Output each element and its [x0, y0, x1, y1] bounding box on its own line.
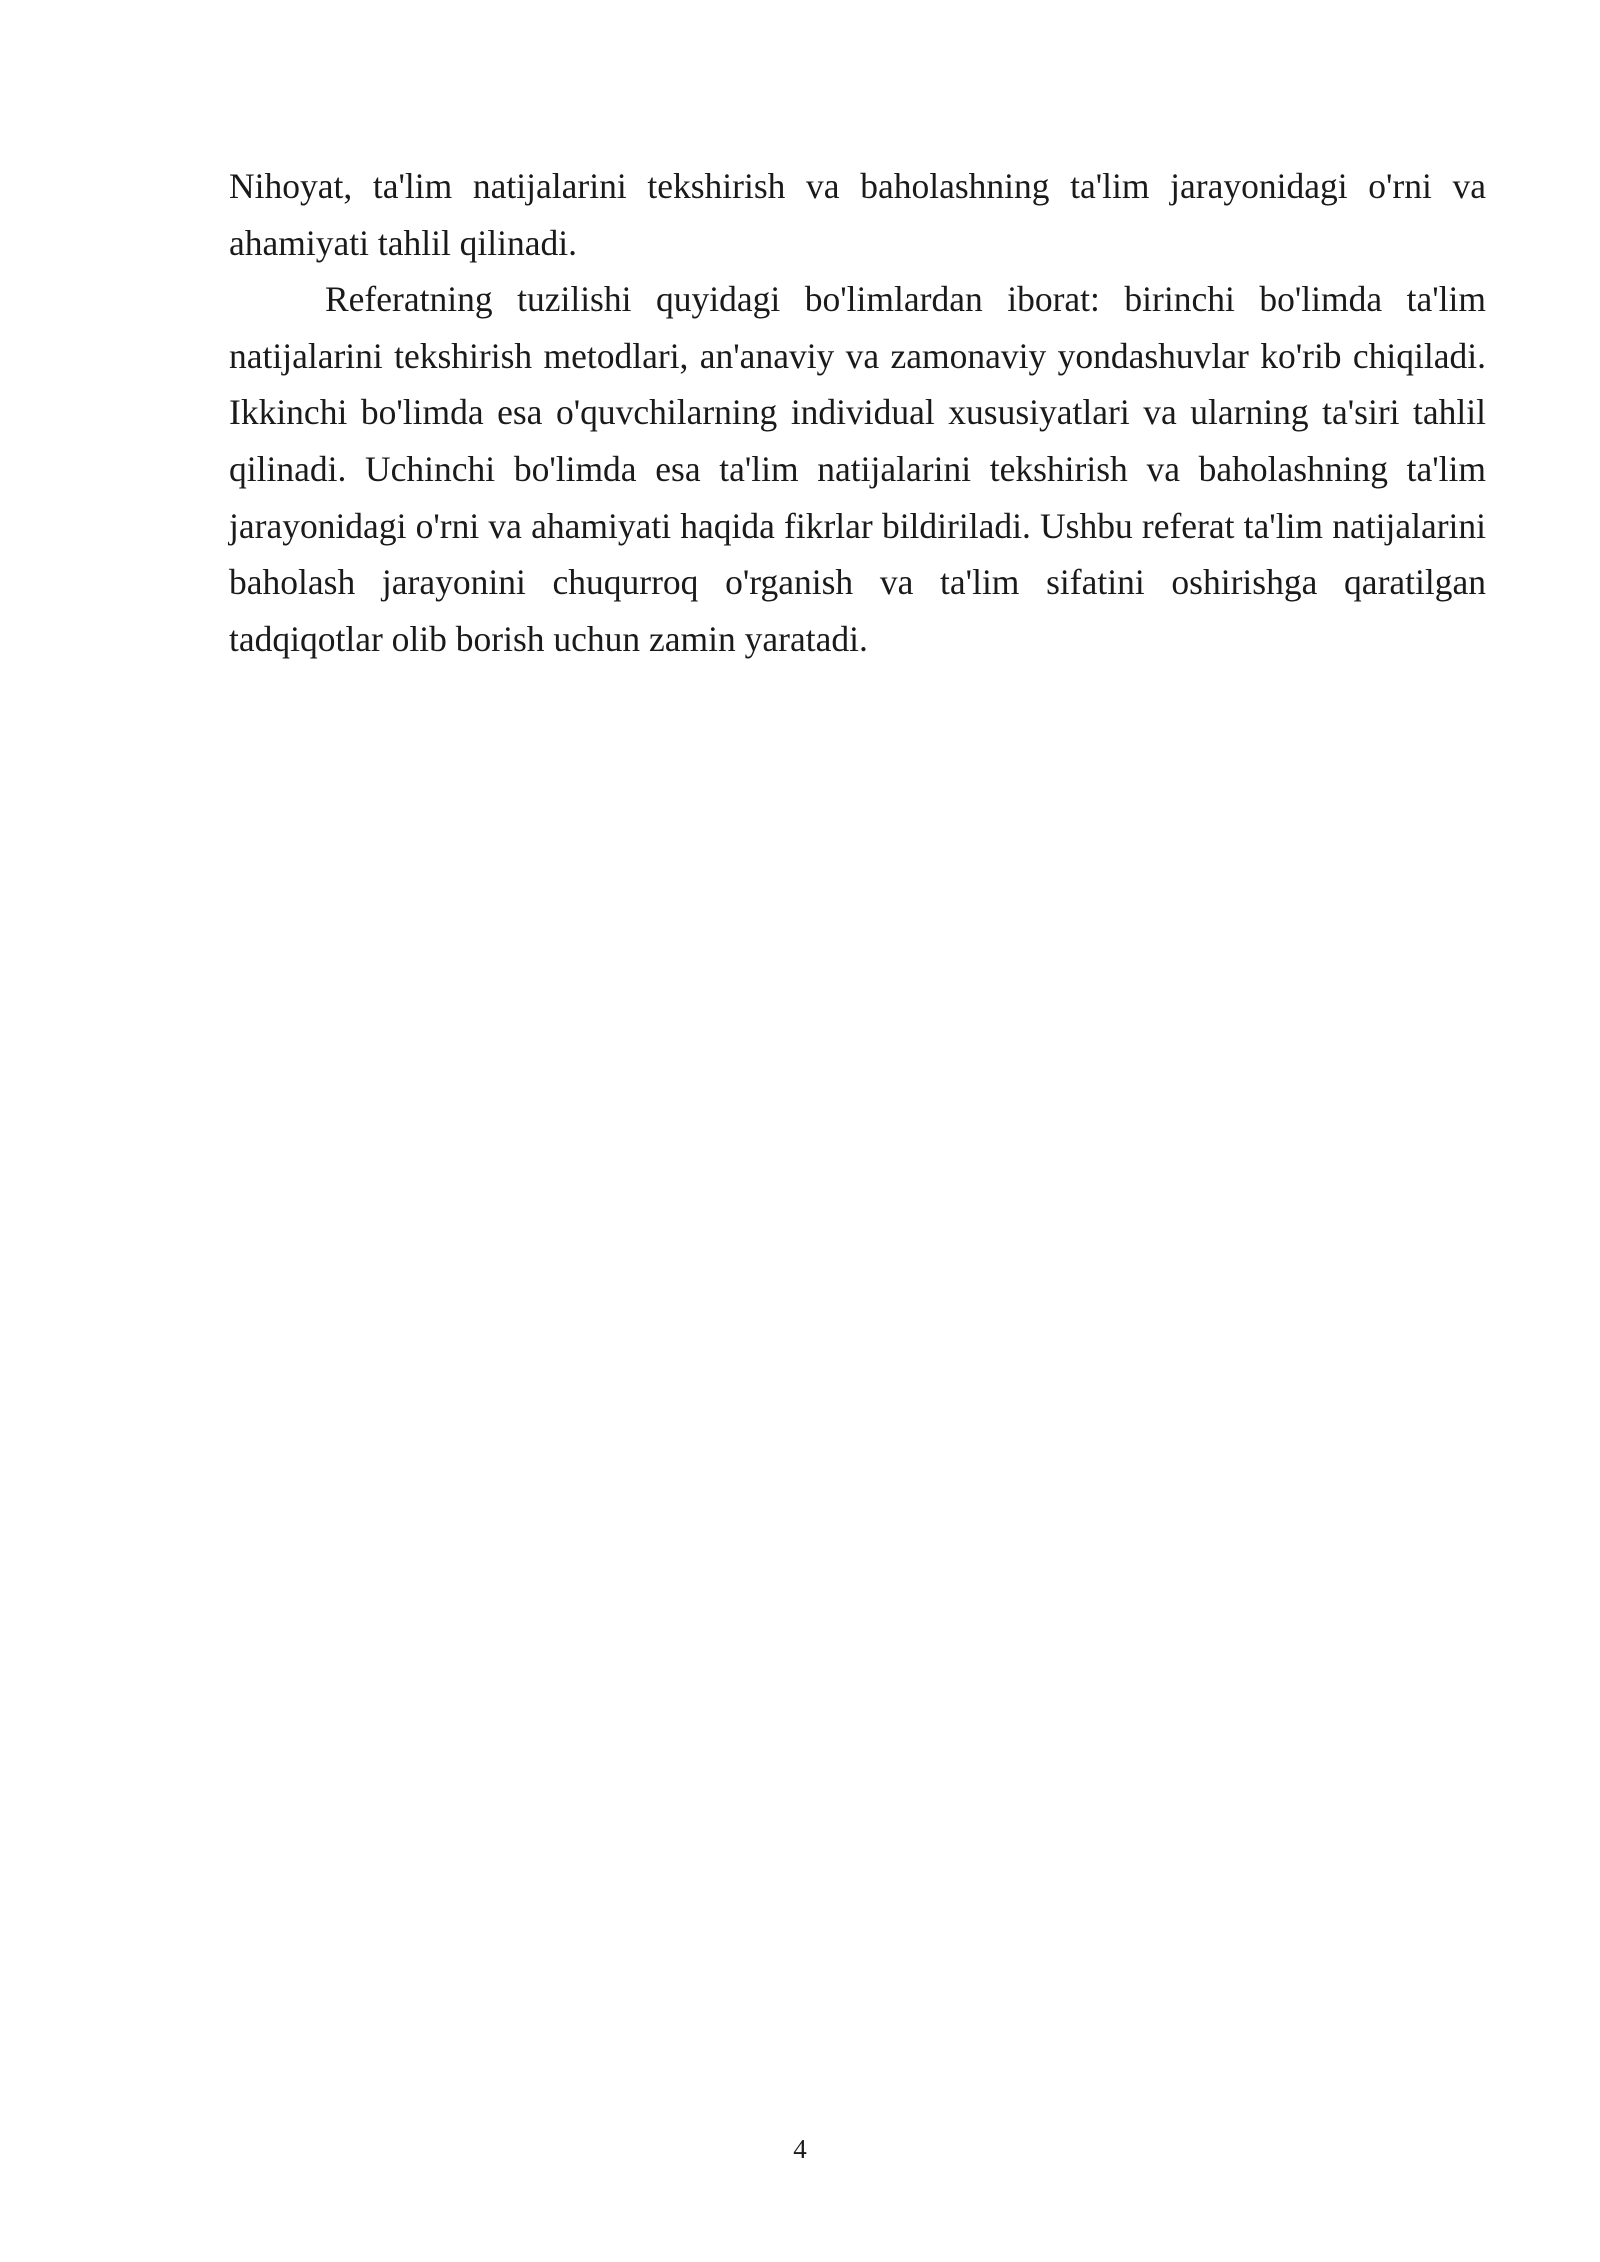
body-text	[229, 158, 1486, 667]
paragraph-structure: Referatning tuzilishi quyidagi bo'limlardan iborat: birinchi bo'limda ta'lim natijalarini tekshirish metodlari, an'anaviy va zamonaviy yondashuvlar ko'rib chiqiladi. Ikkinchi bo'limda esa o'quvchilarning individual xususiyatlari va ularning ta'siri tahlil qilinadi. Uchinchi bo'limda esa ta'lim natijalarini tekshirish va baholashning ta'lim jarayonidagi o'rni va ahamiyati haqida fikrlar bildiriladi. Ushbu referat ta'lim natijalarini baholash jarayonini chuqurroq o'rganish va ta'lim sifatini oshirishga qaratilgan tadqiqotlar olib borish uchun zamin yaratadi.	[229, 279, 1486, 659]
page-number: 4	[793, 2134, 807, 2164]
paragraph-conclusion: Nihoyat, ta'lim natijalarini tekshirish va baholashning ta'lim jarayonidagi o'rni va ahamiyati tahlil qilinadi.	[229, 166, 1486, 263]
